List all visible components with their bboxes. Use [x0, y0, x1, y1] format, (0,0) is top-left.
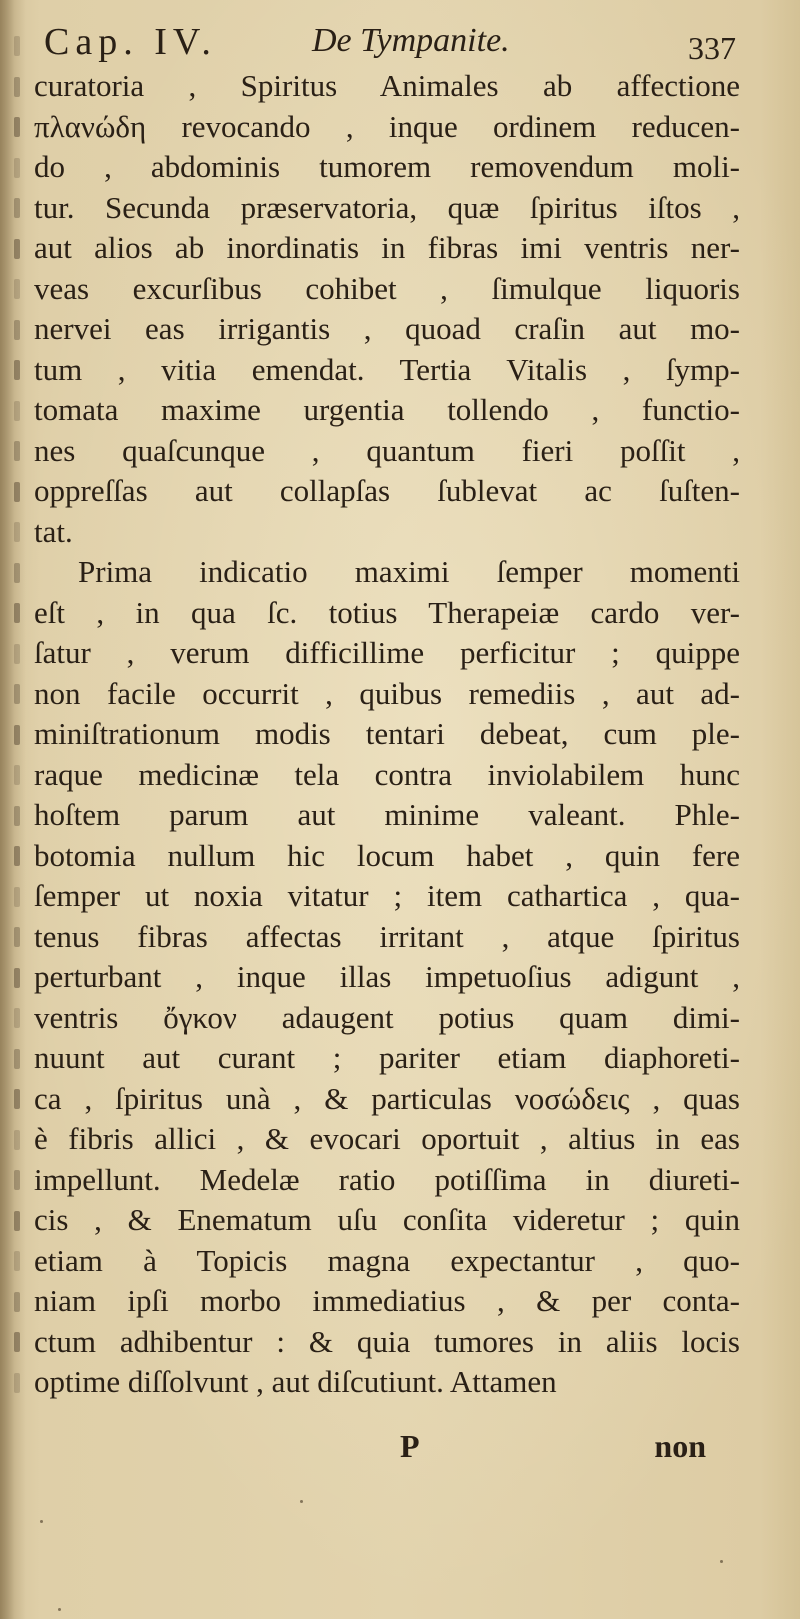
gutter-mark — [14, 806, 20, 826]
gutter-mark — [14, 482, 20, 502]
gutter-mark — [14, 1211, 20, 1231]
running-title: De Tympanite. — [312, 22, 510, 59]
text-line: non facile occurrit , quibus remediis , aut ad- — [34, 675, 740, 711]
gutter-mark — [14, 158, 20, 178]
text-line: nes quaſcunque , quantum fieri poſſit , — [34, 432, 740, 468]
gutter-mark — [14, 239, 20, 259]
text-line: veas excurſibus cohibet , ſimulque liquoris — [34, 270, 740, 306]
text-line: oppreſſas aut collapſas ſublevat ac ſuſten- — [34, 473, 740, 508]
text-line: ventris ὄγκον adaugent potius quam dimi- — [34, 999, 740, 1035]
signature-mark: P — [400, 1428, 420, 1464]
text-line: tum , vitia emendat. Tertia Vitalis , ſymp- — [34, 351, 740, 387]
text-line: tomata maxime urgentia tollendo , functio- — [34, 392, 740, 427]
paper-speck — [58, 1608, 61, 1611]
gutter-mark — [14, 887, 20, 907]
text-line: curatoria , Spiritus Animales ab affectione — [34, 68, 740, 103]
text-line: perturbant , inque illas impetuoſius adigunt , — [34, 959, 740, 994]
gutter-mark — [14, 1130, 20, 1150]
text-line: ctum adhibentur : & quia tumores in aliis locis — [34, 1323, 740, 1359]
gutter-mark — [14, 198, 20, 218]
text-line: ſatur , verum difficillime perficitur ; quippe — [34, 635, 740, 670]
gutter-mark — [14, 320, 20, 340]
text-line: ſemper ut noxia vitatur ; item cathartica , qua- — [34, 878, 740, 913]
gutter-mark — [14, 360, 20, 380]
paper-speck — [300, 1500, 303, 1503]
text-line: è fibris allici , & evocari oportuit , altius in eas — [34, 1121, 740, 1156]
gutter-mark — [14, 725, 20, 745]
text-line: eſt , in qua ſc. totius Therapeiæ cardo ver- — [34, 594, 740, 630]
paper-speck — [40, 1520, 43, 1523]
gutter-mark — [14, 441, 20, 461]
gutter-mark — [14, 927, 20, 947]
text-line: Prima indicatio maximi ſemper momenti — [78, 554, 740, 589]
body-text — [34, 66, 740, 1403]
gutter-mark — [14, 644, 20, 664]
gutter-mark — [14, 1373, 20, 1393]
gutter-mark — [14, 401, 20, 421]
binding-gutter — [0, 0, 26, 1619]
gutter-mark — [14, 968, 20, 988]
paragraph — [34, 66, 740, 552]
text-line: tenus fibras affectas irritant , atque ſpiritus — [34, 918, 740, 954]
gutter-mark — [14, 1008, 20, 1028]
gutter-mark — [14, 684, 20, 704]
text-line: botomia nullum hic locum habet , quin fere — [34, 837, 740, 873]
text-line: tat. — [34, 513, 73, 549]
text-line: nervei eas irrigantis , quoad craſin aut mo- — [34, 311, 740, 346]
gutter-mark — [14, 1049, 20, 1069]
text-line: do , abdominis tumorem removendum moli- — [34, 149, 740, 184]
text-line: raque medicinæ tela contra inviolabilem hunc — [34, 756, 740, 792]
gutter-mark — [14, 522, 20, 542]
gutter-mark — [14, 1332, 20, 1352]
gutter-mark — [14, 1251, 20, 1271]
text-line: optime diſſolvunt , aut diſcutiunt. Attamen — [34, 1364, 557, 1399]
gutter-mark — [14, 765, 20, 785]
text-line: niam ipſi morbo immediatius , & per conta- — [34, 1283, 740, 1318]
gutter-mark — [14, 36, 20, 56]
gutter-mark — [14, 117, 20, 137]
text-line: ca , ſpiritus unà , & particulas νοσώδεις , quas — [34, 1080, 740, 1116]
paper-speck — [720, 1560, 723, 1563]
page-number: 337 — [688, 30, 736, 66]
text-line: impellunt. Medelæ ratio potiſſima in diureti- — [34, 1161, 740, 1197]
gutter-mark — [14, 1292, 20, 1312]
text-line: πλανώδη revocando , inque ordinem reducen- — [34, 108, 740, 144]
gutter-mark — [14, 603, 20, 623]
text-line: etiam à Topicis magna expectantur , quo- — [34, 1242, 740, 1278]
running-header — [40, 14, 740, 70]
chapter-heading: Cap. IV. — [44, 21, 217, 63]
text-line: nuunt aut curant ; pariter etiam diaphoreti- — [34, 1040, 740, 1075]
text-line: hoſtem parum aut minime valeant. Phle- — [34, 797, 740, 832]
gutter-mark — [14, 563, 20, 583]
gutter-mark — [14, 77, 20, 97]
page-footer — [34, 1428, 740, 1472]
text-line: tur. Secunda præservatoria, quæ ſpiritus iſtos , — [34, 189, 740, 225]
gutter-mark — [14, 846, 20, 866]
gutter-mark — [14, 279, 20, 299]
text-line: aut alios ab inordinatis in fibras imi ventris ner- — [34, 230, 740, 265]
gutter-mark — [14, 1089, 20, 1109]
gutter-mark — [14, 1170, 20, 1190]
text-line: cis , & Enematum uſu conſita videretur ; quin — [34, 1202, 740, 1237]
paragraph — [34, 552, 740, 1403]
text-line: miniſtrationum modis tentari debeat, cum ple- — [34, 716, 740, 751]
catchword: non — [654, 1428, 706, 1464]
